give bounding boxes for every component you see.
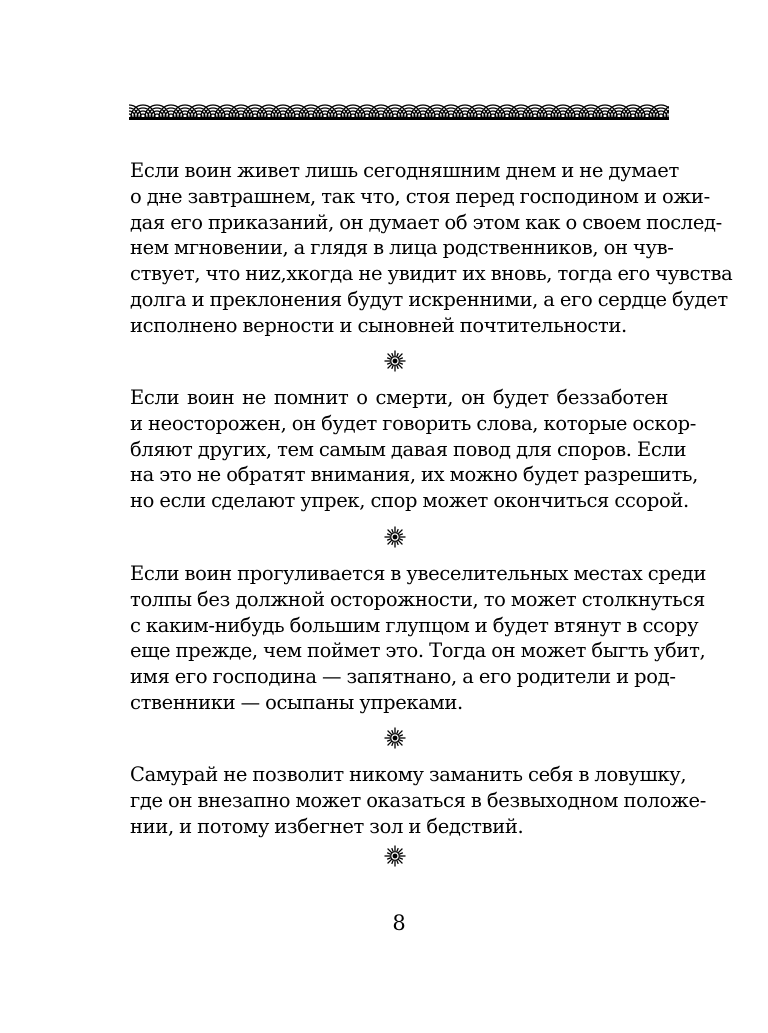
sunburst-ornament-icon — [384, 526, 406, 548]
text-line: Если воин живет лишь сегодняшним днем и не думает — [130, 159, 679, 182]
text-line: имя его господина — запятнано, а его родители и род- — [130, 665, 676, 689]
text-line: Самурай не позволит никому заманить себя в ловушку, — [130, 763, 687, 786]
text-line: с каким-нибудь большим глупцом и будет втянут в ссору — [130, 613, 699, 637]
paragraph — [130, 561, 706, 716]
text-line: нии, и потому избегнет зол и бедствий. — [130, 814, 524, 838]
text-line: о дне завтрашнем, так что, стоя перед господином и ожи- — [130, 184, 710, 208]
text-line: ствует, что ниz,хкогда не увидит их вновь, тогда его чувства — [130, 262, 733, 286]
text-line: дая его приказаний, он думает об этом как о своем послед- — [130, 210, 722, 234]
sunburst-ornament-icon — [384, 727, 406, 749]
text-line: на это не обратят внимания, их можно будет разрешить, — [130, 463, 698, 487]
text-line: где он внезапно может оказаться в безвыходном положе- — [130, 788, 706, 812]
text-line: толпы без должной осторожности, то может столкнуться — [130, 587, 705, 611]
paragraph — [130, 762, 706, 839]
text-line: но если сделают упрек, спор может окончиться ссорой. — [130, 489, 689, 513]
text-line: еще прежде, чем поймет это. Тогда он может быгть убит, — [130, 639, 706, 663]
page-number: 8 — [392, 911, 406, 935]
wave-ornament-icon — [129, 95, 669, 123]
text-line: и неосторожен, он будет говорить слова, которые оскор- — [130, 411, 696, 435]
text-line: Если воин не помнит о смерти, он будет беззаботен — [130, 386, 668, 409]
paragraph — [130, 158, 733, 339]
sunburst-ornament-icon — [384, 845, 406, 867]
text-line: бляют других, тем самым давая повод для споров. Если — [130, 437, 687, 461]
sunburst-ornament-icon — [384, 350, 406, 372]
text-line: долга и преклонения будут искренними, а его сердце будет — [130, 287, 728, 311]
text-line: ственники — осыпаны упреками. — [130, 690, 463, 714]
paragraph — [130, 385, 698, 514]
text-line: исполнено верности и сыновней почтительности. — [130, 313, 627, 337]
text-line: Если воин прогуливается в увеселительных местах среди — [130, 562, 706, 585]
text-line: нем мгновении, а глядя в лица родственников, он чув- — [130, 236, 674, 260]
